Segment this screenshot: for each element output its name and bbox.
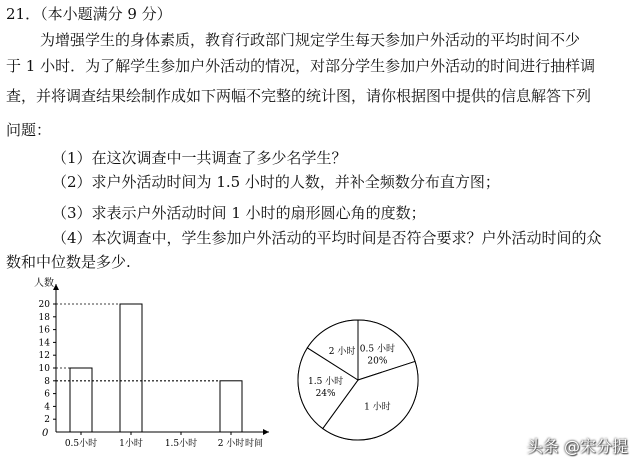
histogram-bar xyxy=(220,381,242,432)
y-tick-label: 12 xyxy=(38,351,50,362)
pie-slice-label: 2 小时 xyxy=(328,347,356,358)
y-tick-label: 6 xyxy=(44,389,50,400)
histogram-bar xyxy=(120,304,142,432)
origin-label: 0 xyxy=(42,428,49,439)
sub-question-2: （2）求户外活动时间为 1.5 小时的人数，并补全频数分布直方图； xyxy=(52,173,500,191)
pie-slice-label: 0.5 小时 xyxy=(359,344,395,355)
x-tick-label: 1.5小时 xyxy=(164,439,198,447)
y-tick-label: 2 xyxy=(44,415,50,426)
y-axis-label: 人数 xyxy=(34,278,54,289)
pie-svg xyxy=(288,310,428,450)
x-tick-label: 0.5小时 xyxy=(64,439,98,447)
histogram-chart xyxy=(20,272,280,447)
sub-question-4: （4）本次调查中，学生参加户外活动的平均时间是否符合要求？户外活动时间的众 xyxy=(52,229,602,247)
y-tick-label: 10 xyxy=(38,364,50,374)
histogram-bar xyxy=(70,368,92,432)
histogram-svg xyxy=(20,272,280,447)
question-header: 21．（本小题满分 9 分） xyxy=(6,5,172,23)
watermark xyxy=(527,434,628,457)
watermark-text: 头条 @宋分提 xyxy=(526,437,628,456)
x-tick-label: 2 小时 xyxy=(217,439,245,447)
sub-question-3: （3）求表示户外活动时间 1 小时的扇形圆心角的度数； xyxy=(52,204,426,222)
x-tick-label: 1小时 xyxy=(119,439,143,447)
pie-slice-label: 1 小时 xyxy=(364,402,391,413)
sub-question-4-continuation: 数和中位数是多少. xyxy=(6,253,131,271)
y-tick-label: 16 xyxy=(38,325,50,336)
x-axis-arrow xyxy=(263,429,269,435)
question-body-line-1: 为增强学生的身体素质，教育行政部门规定学生每天参加户外活动的平均时间不少 xyxy=(40,31,581,49)
pie-slice-percent: 20% xyxy=(367,356,388,367)
question-body-line-3: 查，并将调查结果绘制作成如下两幅不完整的统计图，请你根据图中提供的信息解答下列 xyxy=(6,87,592,105)
pie-slice-percent: 24% xyxy=(315,389,336,400)
question-body-line-4: 问题： xyxy=(6,121,52,139)
question-body-line-2: 于 1 小时．为了解学生参加户外活动的情况，对部分学生参加户外活动的时间进行抽样调 xyxy=(6,57,596,75)
sub-question-1: （1）在这次调查中一共调查了多少名学生？ xyxy=(52,149,347,167)
y-tick-label: 8 xyxy=(44,376,50,387)
y-tick-label: 18 xyxy=(38,312,50,323)
y-tick-label: 4 xyxy=(44,402,50,413)
x-axis-label: 时间 xyxy=(244,439,263,447)
y-tick-label: 14 xyxy=(38,338,50,349)
pie-slice-label: 1.5 小时 xyxy=(307,377,344,388)
y-tick-label: 20 xyxy=(38,300,50,310)
pie-chart xyxy=(288,310,428,450)
